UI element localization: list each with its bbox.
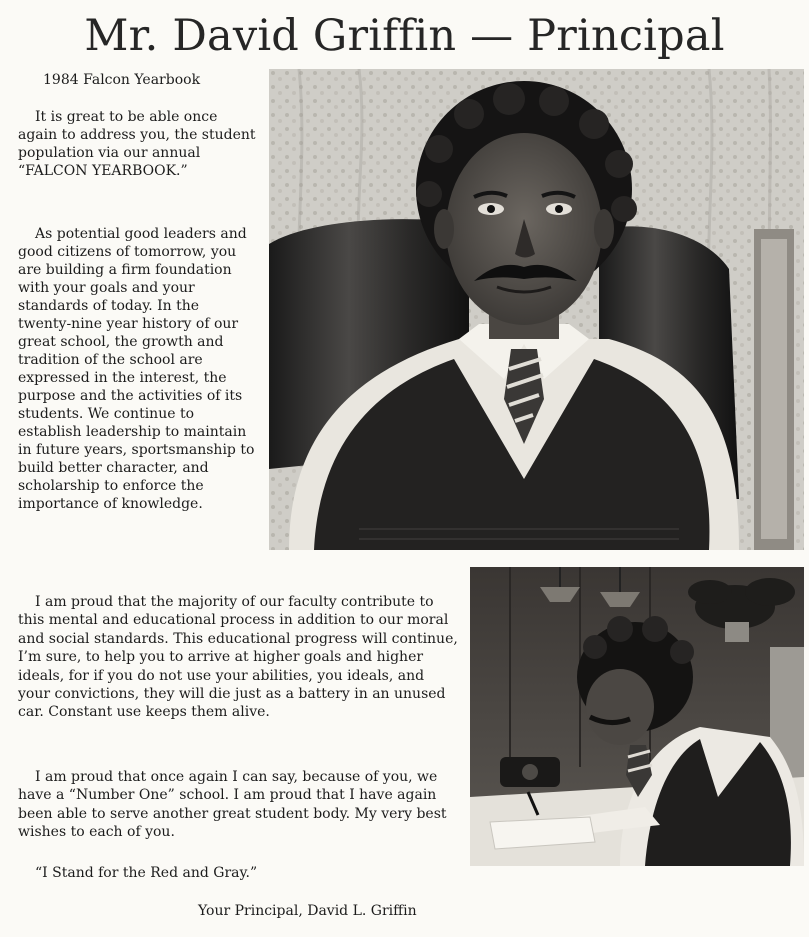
closing-motto: “I Stand for the Red and Gray.” — [35, 865, 258, 881]
letter-paragraph-1 — [18, 108, 256, 180]
yearbook-label: 1984 Falcon Yearbook — [43, 72, 201, 88]
letter-paragraph-5 — [18, 864, 458, 882]
principal-portrait-illustration — [269, 69, 804, 550]
signature: Your Principal, David L. Griffin — [198, 903, 417, 919]
page-title: Mr. David Griffin — Principal — [84, 11, 725, 61]
letter-paragraph-2-text: As potential good leaders and good citizens of tomorrow, you are building a firm foundation with your goals and your standards of today. In the twenty-nine year history of our great school, the growth and tradition of the school are expressed in the interest, the purpose and the activities of its students. We continue to establish leadership to maintain in future years, sportsmanship to build better character, and scholarship to enforce the importance of knowledge. — [18, 226, 255, 512]
letter-paragraph-4 — [18, 768, 458, 842]
principal-at-desk-illustration — [470, 567, 804, 866]
letter-paragraph-3-text: I am proud that the majority of our faculty contribute to this mental and educational process in addition to our moral and social standards. This educational progress will continue, I’m sure, to help you to arrive at higher goals and higher ideals, for if you do not use your abilities, you ideals, and your convictions, they will die just as a battery in an unused car. Constant use keeps them alive. — [18, 594, 458, 721]
letter-paragraph-4-text: I am proud that once again I can say, because of you, we have a “Number One” school. I am proud that I have again been able to serve another great student body. My very best wishes to each of you. — [18, 769, 447, 841]
letter-paragraph-2 — [18, 225, 256, 513]
letter-paragraph-1-text: It is great to be able once again to address you, the student population via our annual “FALCON YEARBOOK.” — [18, 109, 256, 179]
letter-paragraph-3 — [18, 593, 458, 722]
principal-portrait-photo — [269, 69, 804, 550]
principal-at-desk-photo — [470, 567, 804, 866]
